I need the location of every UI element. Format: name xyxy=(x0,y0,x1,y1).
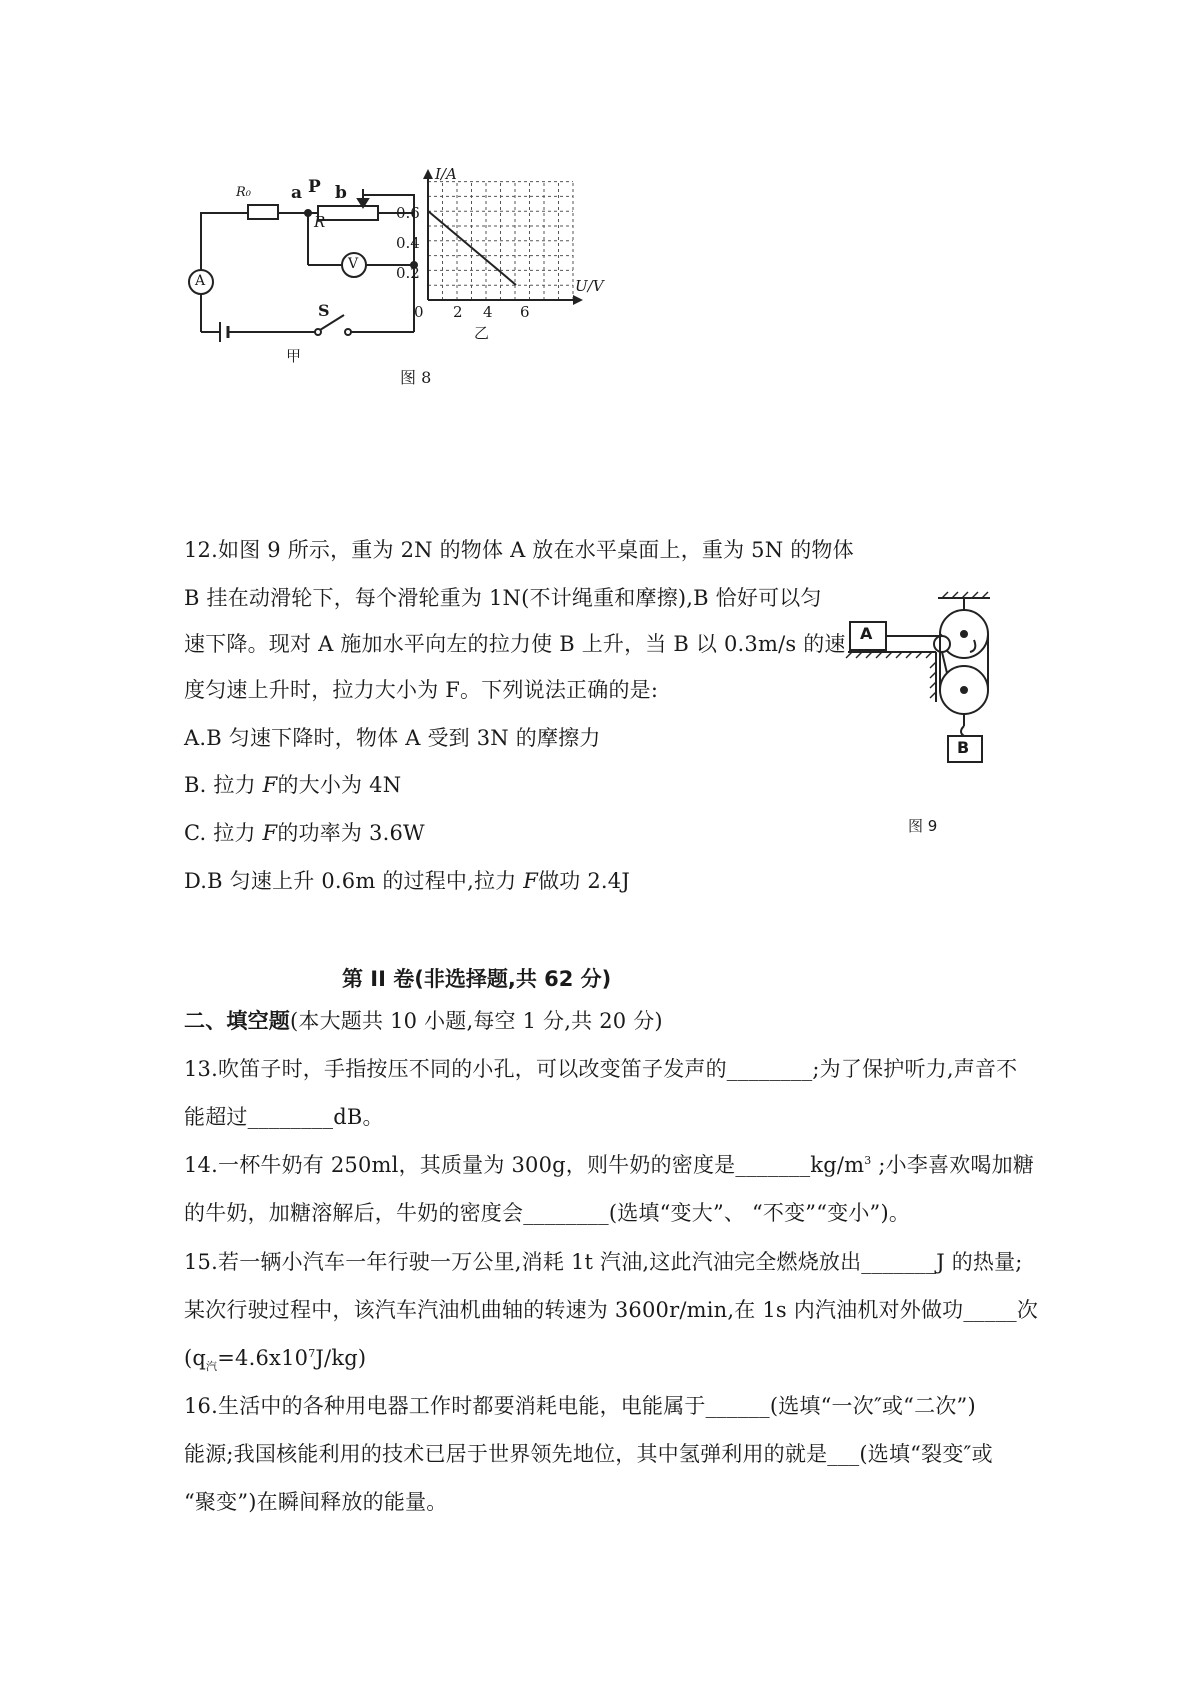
q16-line-2: 能源;我国核能利用的技术已居于世界领先地位，其中氢弹利用的就是___(选填“裂变″或 xyxy=(184,1442,993,1466)
graph-caption: 乙 xyxy=(474,324,490,342)
origin-label: 0 xyxy=(414,303,424,321)
blank: _______ xyxy=(735,1153,811,1177)
figure-9 xyxy=(838,590,1038,840)
q15-line-1: 15.若一辆小汽车一年行驶一万公里,消耗 1t 汽油,这此汽油完全燃烧放出_______J 的热量; xyxy=(184,1250,1023,1274)
resistor-r0 xyxy=(248,205,278,219)
q12-option-c: C. 拉力 F的功率为 3.6W xyxy=(184,821,425,845)
a-label: a xyxy=(291,183,303,203)
x-tick-6: 6 xyxy=(520,303,530,321)
block-b-label: B xyxy=(957,738,970,757)
blank: _______ xyxy=(861,1250,937,1274)
q15-line-3: $(q_汽=4.6x10^7J/kg)$ xyxy=(184,1346,367,1374)
r-label: R xyxy=(314,213,326,231)
x-tick-2: 2 xyxy=(453,303,463,321)
circuit-caption: 甲 xyxy=(286,347,302,365)
section-2-title: 第 II 卷(非选择题,共 62 分) xyxy=(342,967,612,991)
y-tick-0-2: 0.2 xyxy=(396,264,420,282)
q12-line-4: 度匀速上升时，拉力大小为 F。下列说法正确的是: xyxy=(184,678,659,702)
y-tick-0-6: 0.6 xyxy=(396,204,420,222)
q12-option-a: A.B 匀速下降时，物体 A 受到 3N 的摩擦力 xyxy=(184,726,601,750)
q16-line-1: 16.生活中的各种用电器工作时都要消耗电能，电能属于______(选填“一次″或“二次”) xyxy=(184,1394,976,1418)
x-axis-label: U/V xyxy=(575,277,604,295)
q12-line-2: B 挂在动滑轮下，每个滑轮重为 1N(不计绳重和摩擦),B 恰好可以匀 xyxy=(184,586,822,610)
q16-line-3: “聚变”)在瞬间释放的能量。 xyxy=(184,1490,448,1514)
corner-pulley xyxy=(934,636,950,652)
q13-line-2: 能超过________dB。 xyxy=(184,1105,384,1129)
q12-line-1: 12.如图 9 所示，重为 2N 的物体 A 放在水平桌面上，重为 5N 的物体 xyxy=(184,538,854,562)
blank: ______ xyxy=(705,1394,770,1418)
x-tick-4: 4 xyxy=(483,303,493,321)
r0-label: R₀ xyxy=(236,185,251,200)
q12-option-d: D.B 匀速上升 0.6m 的过程中,拉力 F做功 2.4J xyxy=(184,869,630,893)
figure-9-caption: 图 9 xyxy=(908,817,938,835)
ammeter-label: A xyxy=(195,273,206,289)
q13-line-1: 13.吹笛子时，手指按压不同的小孔，可以改变笛子发声的________;为了保护听力,声音不 xyxy=(184,1057,1018,1081)
circuit-diagram xyxy=(189,189,417,342)
iu-graph xyxy=(423,169,583,305)
blank: ________ xyxy=(523,1201,609,1225)
y-axis-label: I/A xyxy=(435,165,457,183)
block-a-label: A xyxy=(860,624,873,643)
blank: _____ xyxy=(963,1298,1017,1322)
b-label: b xyxy=(335,183,347,203)
q15-line-2: 某次行驶过程中，该汽车汽油机曲轴的转速为 3600r/min,在 1s 内汽油机对外做功_____次 xyxy=(184,1298,1039,1322)
blank: ________ xyxy=(726,1057,813,1081)
section-2-subtitle: 二、填空题(本大题共 10 小题,每空 1 分,共 20 分) xyxy=(184,1009,663,1033)
switch-label: S xyxy=(318,301,330,320)
blank: ________ xyxy=(247,1105,334,1129)
voltmeter-label: V xyxy=(348,256,359,272)
y-tick-0-4: 0.4 xyxy=(396,234,420,252)
figure-8 xyxy=(178,165,663,387)
resistor-r xyxy=(318,206,378,220)
q14-line-1: 14.一杯牛奶有 250ml，其质量为 300g，则牛奶的密度是$\_\_\_\_\_\_\_kg/m^3$ ;小李喜欢喝加糖 xyxy=(184,1153,1035,1177)
q12-line-3: 速下降。现对 A 施加水平向左的拉力使 B 上升，当 B 以 0.3m/s 的速 xyxy=(184,632,846,656)
figure-8-caption: 图 8 xyxy=(400,368,432,387)
q14-line-2: 的牛奶，加糖溶解后，牛奶的密度会________(选填“变大”、 “不变”“变小”)。 xyxy=(184,1201,911,1225)
q12-option-b: B. 拉力 F的大小为 4N xyxy=(184,773,402,797)
blank: ___ xyxy=(827,1442,860,1466)
p-label: P xyxy=(308,177,321,197)
